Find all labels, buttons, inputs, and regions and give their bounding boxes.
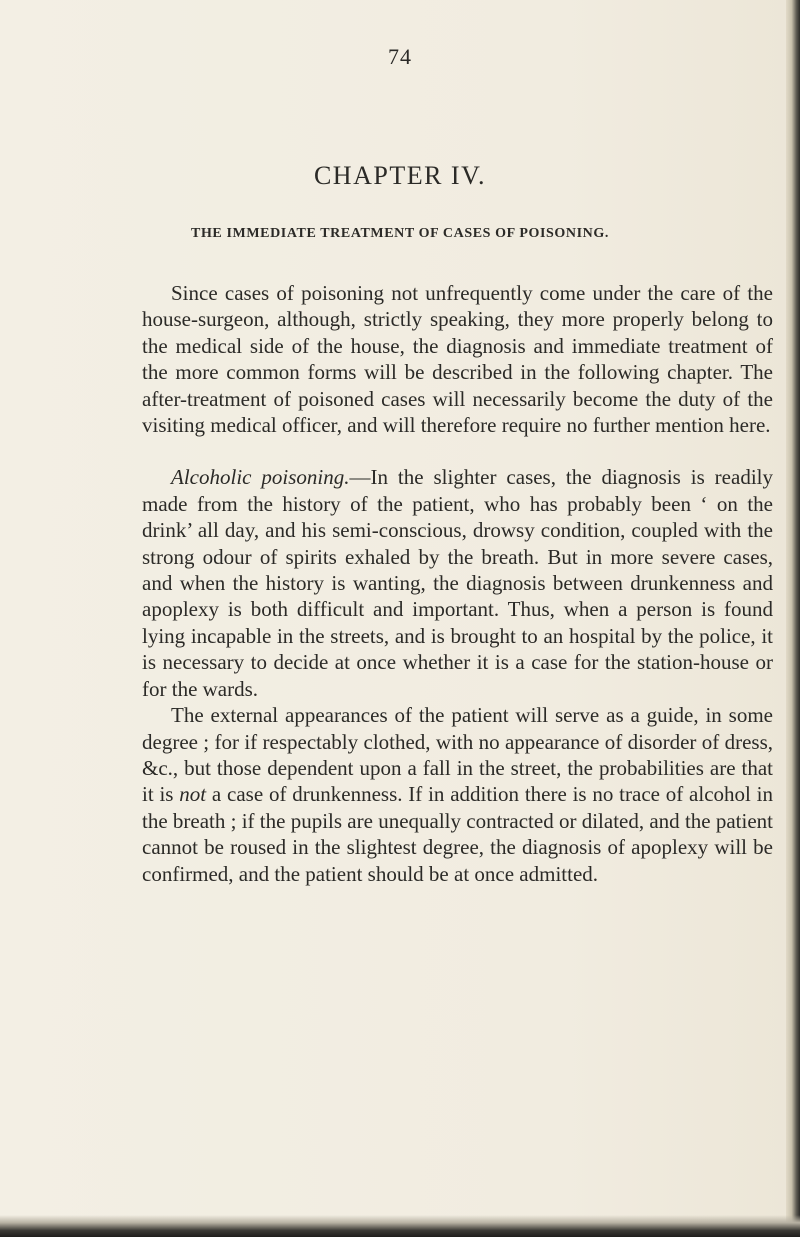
paragraph-text: The external appearances of the patient will serve as a guide, in some degree ; for if respectably clothed, with no appearance of disorder of dress, &c., but those dependent upon a fall in the street, the probabilities are that it is	[142, 703, 773, 807]
paragraph-text: —In the slighter cases, the diagnosis is readily made from the history of the patient, who has probably been ‘ on the drink’ all day, and his semi-conscious, drowsy condition, coupled with the strong odour of spirits exhaled by the breath. But in more severe cases, and when the history is wanting, the diagnosis between drunkenness and apoplexy is both difficult and important. Thus, when a person is found lying incapable in the streets, and is brought to an hospital by the police, it is necessary to decide at once whether it is a case for the station-house or for the wards.	[142, 465, 773, 701]
paragraph-text: a case of drunkenness. If in addition there is no trace of alcohol in the breath ; if the pupils are unequally contracted or dilated, and the patient cannot be roused in the slightest degree, the diagnosis of apoplexy will be confirmed, and the patient should be at once admitted.	[142, 782, 773, 886]
section-heading-italic: Alcoholic poisoning.	[171, 465, 350, 490]
paragraph-alcoholic-poisoning	[142, 464, 773, 702]
page-bottom-edge-shadow	[0, 1215, 800, 1237]
paragraph-intro	[142, 280, 773, 438]
page-number: 74	[388, 44, 412, 69]
emphasis-text: not	[179, 782, 207, 807]
chapter-subtitle: THE IMMEDIATE TREATMENT OF CASES OF POISONING.	[191, 226, 609, 241]
chapter-title: CHAPTER IV.	[313, 161, 487, 190]
page-right-edge-shadow	[786, 0, 800, 1237]
body-text	[142, 280, 773, 887]
paragraph-text: Since cases of poisoning not unfrequently come under the care of the house-surgeon, although, strictly speaking, they more properly belong to the medical side of the house, the diagnosis and immediate treatment of the more common forms will be described in the following chapter. The after-treatment of poisoned cases will necessarily become the duty of the visiting medical officer, and will therefore require no further mention here.	[142, 281, 773, 438]
paragraph-external-appearances	[142, 702, 773, 887]
